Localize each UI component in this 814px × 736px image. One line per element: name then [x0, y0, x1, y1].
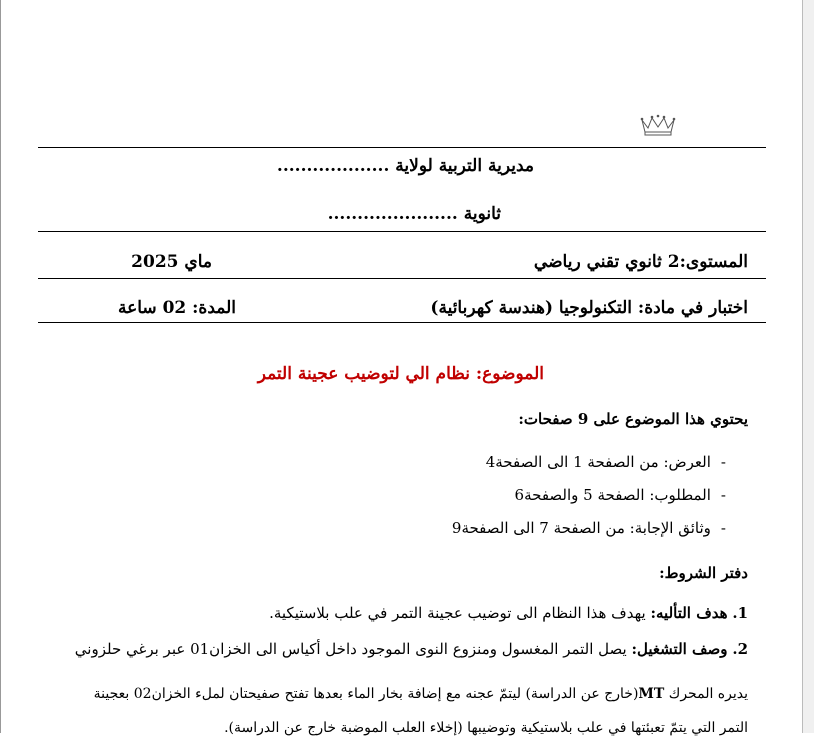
subject-title: الموضوع: نظام الي لتوضيب عجينة التمر — [257, 364, 544, 384]
pages-list-item-text: العرض: من الصفحة 1 الى الصفحة4 — [485, 453, 711, 471]
list-dash: - — [720, 486, 726, 504]
header-rule-bottom — [38, 322, 766, 323]
pages-list-item-text: وثائق الإجابة: من الصفحة 7 الى الصفحة9 — [451, 519, 711, 537]
level-line: المستوى:2 ثانوي تقني رياضي — [533, 252, 748, 272]
header-rule-top — [38, 147, 766, 148]
spec-heading: دفتر الشروط: — [659, 564, 748, 582]
spec-item-text: يهدف هذا النظام الى توضيب عجينة التمر في علب بلاستيكية. — [269, 604, 646, 622]
spec-item-number: 1. — [732, 604, 748, 622]
exam-date: ماي 2025 — [131, 252, 212, 272]
list-dash: - — [720, 453, 726, 471]
paragraph-text: (خارج عن الدراسة) ليتمّ عجنه مع إضافة بخار الماء بعدها تفتح صفيحتان لملء الخزان02 بعجينة — [93, 686, 639, 702]
pages-list-item — [486, 453, 726, 471]
pages-intro: يحتوي هذا الموضوع على 9 صفحات: — [518, 410, 748, 428]
spec-item-goal — [269, 604, 748, 622]
spec-item-label: وصف التشغيل: — [631, 640, 728, 658]
spec-item-text: يصل التمر المغسول ومنزوع النوى الموجود داخل أكياس الى الخزان01 عبر برغي حلزوني — [74, 640, 627, 658]
paragraph-text: يديره المحرك — [668, 686, 748, 702]
page-left-border — [0, 0, 1, 733]
school-line: ثانوية ...................... — [327, 204, 501, 224]
list-dash: - — [720, 519, 726, 537]
pages-list-item — [452, 519, 726, 537]
directorate-line: مديرية التربية لولاية ................... — [276, 156, 534, 176]
pages-list-item — [515, 486, 726, 504]
spec-item-operation — [75, 640, 748, 658]
operation-paragraph-line2: التمر التي يتمّ تعبئتها في علب بلاستيكية وتوضيبها (إخلاء العلب الموضبة خارج عن الدراسة). — [224, 720, 748, 736]
exam-subject: اختبار في مادة: التكنولوجيا (هندسة كهربائية) — [430, 298, 748, 318]
operation-paragraph-line1 — [94, 686, 748, 702]
pages-list-item-text: المطلوب: الصفحة 5 والصفحة6 — [514, 486, 711, 504]
exam-duration: المدة: 02 ساعة — [117, 298, 236, 318]
crown-logo-icon — [640, 114, 676, 138]
header-rule-3 — [38, 278, 766, 279]
spec-item-label: هدف التأليه: — [650, 604, 728, 622]
spec-item-number: 2. — [732, 640, 748, 658]
header-rule-2 — [38, 231, 766, 232]
motor-symbol: MT — [638, 686, 665, 702]
page-edge-shadow — [802, 0, 814, 733]
